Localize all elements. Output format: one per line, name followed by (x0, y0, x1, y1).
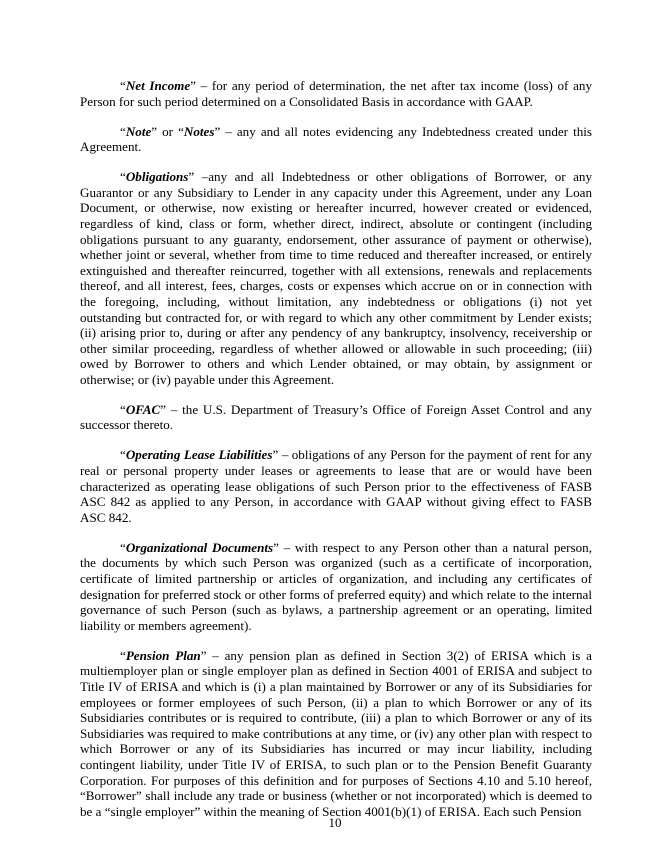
definition-text: –any and all Indebtedness or other obligations of Borrower, or any Guarantor or any Subsidiary to Lender in any capacity under this Agreement, under any Loan Document, or otherwise, now existing or hereafter incurred, however created or evidenced, regardless of kind, class or form, whether direct, indirect, absolute or contingent (including obligations pursuant to any guaranty, endorsement, other assurance of payment or otherwise), whether joint or several, whether from time to time reduced and thereafter increased, or entirely extinguished and thereafter reincurred, together with all extensions, renewals and replacements thereof, and all interest, fees, charges, costs or expenses which accrue on or in connection with the foregoing, including, without limitation, any indebtedness or obligations (i) not yet outstanding but contracted for, or with regard to which any other commitment by Lender exists; (ii) arising prior to, during or after any pendency of any bankruptcy, insolvency, receivership or other similar proceeding, regardless of whether allowed or allowable in such proceeding; (iii) owed by Borrower to others and which Lender obtained, or may obtain, by assignment or otherwise; or (iv) payable under this Agreement. (80, 169, 592, 387)
quote-open: “ (120, 647, 126, 663)
quote-separator: ” or “ (151, 123, 184, 139)
quote-open: “ (120, 447, 126, 463)
definition-text: – any pension plan as defined in Section 3(2) of ERISA which is a multiemployer plan or single employer plan as defined in Section 4001 of ERISA and subject to Title IV of ERISA and which is (i) a plan maintained by Borrower or any of its Subsidiaries for employees or former employees of such Person, (ii) a plan to which Borrower or any of its Subsidiaries contributes or is required to contribute, (iii) a plan to which Borrower or any of its Subsidiaries was required to make contributions at any time, or (iv) any other plan with respect to which Borrower or any of its Subsidiaries has incurred or may incur liability, including contingent liability, under Title IV of ERISA, to such plan or to the Pension Benefit Guaranty Corporation. For purposes of this definition and for purposes of Sections 4.10 and 5.10 hereof, “Borrower” shall include any trade or business (whether or not incorporated) which is deemed to be a “single employer” within the meaning of Section 4001(b)(1) of ERISA. Each such Pension (80, 647, 592, 819)
quote-close: ” (272, 447, 279, 463)
defined-term: Obligations (125, 169, 189, 185)
defined-term: Note (125, 123, 152, 139)
quote-close: ” (188, 169, 195, 185)
defined-term: Pension Plan (125, 647, 201, 663)
quote-open: “ (120, 123, 126, 139)
quote-open: “ (120, 78, 126, 93)
quote-close: ” (190, 78, 196, 93)
defined-term: OFAC (125, 401, 161, 417)
quote-open: “ (120, 539, 126, 555)
quote-close: ” (273, 539, 279, 555)
definition-text: – the U.S. Department of Treasury’s Office of Foreign Asset Control and any successor thereto. (80, 401, 592, 433)
defined-term-alt: Notes (183, 123, 215, 139)
definition-text: – for any period of determination, the net after tax income (loss) of any Person for such period determined on a Consolidated Basis in accordance with GAAP. (80, 78, 592, 109)
definition-net-income (80, 78, 592, 109)
definition-pension-plan (80, 648, 592, 820)
definition-obligations (80, 169, 592, 387)
definition-text: – any and all notes evidencing any Indebtedness created under this Agreement. (80, 123, 592, 155)
definition-operating-lease-liabilities (80, 447, 592, 525)
defined-term: Net Income (125, 78, 191, 93)
quote-close: ” (214, 123, 221, 139)
definition-organizational-documents (80, 540, 592, 634)
definition-note (80, 124, 592, 155)
quote-open: “ (120, 401, 126, 417)
quote-close: ” (160, 401, 167, 417)
definition-ofac (80, 402, 592, 433)
defined-term: Organizational Documents (125, 539, 274, 555)
page-number: 10 (328, 815, 342, 830)
definition-text: – obligations of any Person for the payment of rent for any real or personal property under leases or agreements to lease that are or would have been characterized as operating lease obligations of such Person prior to the effectiveness of FASB ASC 842 as applied to any Person, in accordance with GAAP without giving effect to FASB ASC 842. (80, 447, 593, 525)
defined-term: Operating Lease Liabilities (125, 447, 273, 463)
quote-close: ” (200, 647, 207, 663)
quote-open: “ (120, 169, 126, 185)
definition-text: – with respect to any Person other than a natural person, the documents by which such Person was organized (such as a certificate of incorporation, certificate of limited partnership or articles of organization, and including any certificates of designation for preferred stock or other forms of preferred equity) and which relate to the internal governance of such Person (such as bylaws, a partnership agreement or an operating, limited liability or members agreement). (80, 539, 592, 633)
